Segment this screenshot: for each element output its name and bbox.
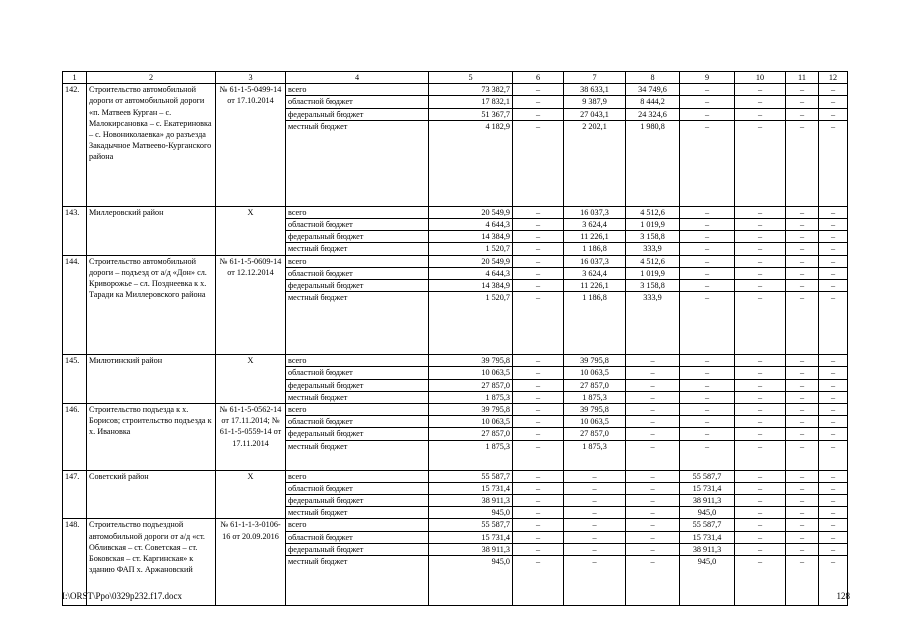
amount-cell: – xyxy=(735,482,786,494)
amount-cell: 1 875,3 xyxy=(429,440,513,470)
amount-cell: 16 037,3 xyxy=(564,255,626,267)
amount-cell: – xyxy=(564,519,626,531)
amount-cell: – xyxy=(680,231,735,243)
table-row xyxy=(63,355,848,367)
amount-cell: 3 158,8 xyxy=(626,231,680,243)
amount-cell: – xyxy=(735,531,786,543)
amount-cell: – xyxy=(513,404,564,416)
page-number: 128 xyxy=(836,591,850,601)
amount-cell: – xyxy=(626,507,680,519)
object-name: Строительство автомобильной дороги от автомобильной дороги «п. Матвеев Курган – с. Малокирсановка – с. Екатериновка – с. Новониколаевка» до разъезда Закадычное Матвеево-Курганского района xyxy=(87,84,216,207)
object-name: Строительство подъездной автомобильной дороги от а/д «ст. Обливская – ст. Советская – ст. Боковская – ст. Каргинская» к зданию ФАП х. Аржановский xyxy=(87,519,216,606)
amount-cell: – xyxy=(626,543,680,555)
amount-cell: 15 731,4 xyxy=(429,531,513,543)
amount-cell: – xyxy=(819,416,848,428)
amount-cell: – xyxy=(680,379,735,391)
funding-source: всего xyxy=(286,84,429,96)
row-number: 146. xyxy=(63,404,87,471)
amount-cell: – xyxy=(735,280,786,292)
amount-cell: – xyxy=(626,470,680,482)
amount-cell: 1 980,8 xyxy=(626,120,680,206)
amount-cell: 333,9 xyxy=(626,292,680,355)
amount-cell: – xyxy=(735,108,786,120)
funding-source: федеральный бюджет xyxy=(286,379,429,391)
decree-reference: Х xyxy=(216,206,286,255)
amount-cell: – xyxy=(680,355,735,367)
amount-cell: – xyxy=(564,507,626,519)
amount-cell: – xyxy=(819,428,848,440)
amount-cell: – xyxy=(564,482,626,494)
amount-cell: 945,0 xyxy=(429,556,513,606)
amount-cell: – xyxy=(786,108,819,120)
amount-cell: 15 731,4 xyxy=(680,482,735,494)
amount-cell: – xyxy=(735,470,786,482)
amount-cell: – xyxy=(680,404,735,416)
amount-cell: – xyxy=(786,470,819,482)
amount-cell: – xyxy=(513,267,564,279)
amount-cell: 55 587,7 xyxy=(680,519,735,531)
amount-cell: – xyxy=(786,255,819,267)
amount-cell: – xyxy=(680,206,735,218)
table-row xyxy=(63,519,848,531)
amount-cell: – xyxy=(735,379,786,391)
file-path: I:\ORST\Ppo\0329p232.f17.docx xyxy=(62,591,183,601)
amount-cell: 10 063,5 xyxy=(564,367,626,379)
col-header: 1 xyxy=(63,72,87,84)
funding-source: всего xyxy=(286,355,429,367)
object-name: Советский район xyxy=(87,470,216,519)
decree-reference: Х xyxy=(216,355,286,404)
col-header: 8 xyxy=(626,72,680,84)
amount-cell: – xyxy=(735,206,786,218)
funding-source: всего xyxy=(286,404,429,416)
amount-cell: – xyxy=(786,280,819,292)
amount-cell: – xyxy=(735,267,786,279)
amount-cell: 4 644,3 xyxy=(429,219,513,231)
amount-cell: 1 875,3 xyxy=(429,391,513,403)
budget-table xyxy=(62,71,848,606)
amount-cell: – xyxy=(819,367,848,379)
amount-cell: – xyxy=(735,519,786,531)
amount-cell: 39 795,8 xyxy=(564,355,626,367)
amount-cell: 9 387,9 xyxy=(564,96,626,108)
amount-cell: – xyxy=(786,543,819,555)
amount-cell: – xyxy=(819,519,848,531)
amount-cell: 39 795,8 xyxy=(429,404,513,416)
amount-cell: 14 384,9 xyxy=(429,280,513,292)
amount-cell: – xyxy=(513,243,564,255)
amount-cell: – xyxy=(786,206,819,218)
amount-cell: 27 857,0 xyxy=(564,379,626,391)
amount-cell: 20 549,9 xyxy=(429,255,513,267)
amount-cell: – xyxy=(626,519,680,531)
amount-cell: – xyxy=(680,96,735,108)
amount-cell: 11 226,1 xyxy=(564,231,626,243)
amount-cell: 333,9 xyxy=(626,243,680,255)
col-header: 2 xyxy=(87,72,216,84)
amount-cell: 14 384,9 xyxy=(429,231,513,243)
amount-cell: – xyxy=(735,428,786,440)
amount-cell: – xyxy=(513,556,564,606)
amount-cell: – xyxy=(626,416,680,428)
amount-cell: 73 382,7 xyxy=(429,84,513,96)
amount-cell: – xyxy=(819,243,848,255)
amount-cell: – xyxy=(626,355,680,367)
amount-cell: 1 186,8 xyxy=(564,292,626,355)
funding-source: федеральный бюджет xyxy=(286,231,429,243)
amount-cell: – xyxy=(564,556,626,606)
amount-cell: 55 587,7 xyxy=(429,519,513,531)
amount-cell: – xyxy=(735,507,786,519)
decree-reference: № 61-1-1-3-0106-16 от 20.09.2016 xyxy=(216,519,286,606)
amount-cell: – xyxy=(819,404,848,416)
funding-source: федеральный бюджет xyxy=(286,428,429,440)
amount-cell: – xyxy=(513,219,564,231)
amount-cell: – xyxy=(819,108,848,120)
amount-cell: – xyxy=(680,292,735,355)
amount-cell: – xyxy=(735,231,786,243)
funding-source: всего xyxy=(286,470,429,482)
amount-cell: – xyxy=(564,470,626,482)
amount-cell: – xyxy=(735,404,786,416)
amount-cell: 27 043,1 xyxy=(564,108,626,120)
amount-cell: 1 875,3 xyxy=(564,440,626,470)
amount-cell: 3 624,4 xyxy=(564,267,626,279)
amount-cell: – xyxy=(513,96,564,108)
amount-cell: 15 731,4 xyxy=(429,482,513,494)
funding-source: федеральный бюджет xyxy=(286,280,429,292)
col-header: 12 xyxy=(819,72,848,84)
amount-cell: 16 037,3 xyxy=(564,206,626,218)
amount-cell: – xyxy=(513,495,564,507)
amount-cell: – xyxy=(626,379,680,391)
amount-cell: 945,0 xyxy=(429,507,513,519)
amount-cell: – xyxy=(786,231,819,243)
amount-cell: – xyxy=(786,428,819,440)
decree-reference: Х xyxy=(216,470,286,519)
amount-cell: – xyxy=(786,84,819,96)
amount-cell: – xyxy=(626,556,680,606)
amount-cell: 11 226,1 xyxy=(564,280,626,292)
amount-cell: 27 857,0 xyxy=(429,428,513,440)
amount-cell: 4 512,6 xyxy=(626,206,680,218)
amount-cell: – xyxy=(819,379,848,391)
amount-cell: – xyxy=(680,219,735,231)
object-name: Миллеровский район xyxy=(87,206,216,255)
amount-cell: – xyxy=(680,416,735,428)
document-page xyxy=(62,71,847,606)
amount-cell: 38 633,1 xyxy=(564,84,626,96)
amount-cell: – xyxy=(819,206,848,218)
amount-cell: – xyxy=(513,379,564,391)
amount-cell: – xyxy=(819,267,848,279)
amount-cell: – xyxy=(513,519,564,531)
amount-cell: – xyxy=(680,267,735,279)
funding-source: областной бюджет xyxy=(286,482,429,494)
amount-cell: – xyxy=(680,243,735,255)
amount-cell: 27 857,0 xyxy=(429,379,513,391)
row-number: 148. xyxy=(63,519,87,606)
amount-cell: – xyxy=(819,482,848,494)
amount-cell: – xyxy=(819,292,848,355)
amount-cell: – xyxy=(786,507,819,519)
amount-cell: 24 324,6 xyxy=(626,108,680,120)
amount-cell: – xyxy=(513,482,564,494)
amount-cell: – xyxy=(786,355,819,367)
amount-cell: – xyxy=(735,355,786,367)
table-row xyxy=(63,84,848,96)
amount-cell: – xyxy=(819,120,848,206)
amount-cell: 3 158,8 xyxy=(626,280,680,292)
amount-cell: – xyxy=(819,556,848,606)
amount-cell: – xyxy=(513,84,564,96)
row-number: 145. xyxy=(63,355,87,404)
amount-cell: – xyxy=(786,243,819,255)
amount-cell: – xyxy=(626,482,680,494)
amount-cell: 55 587,7 xyxy=(429,470,513,482)
amount-cell: – xyxy=(819,531,848,543)
amount-cell: 10 063,5 xyxy=(564,416,626,428)
amount-cell: – xyxy=(735,367,786,379)
amount-cell: – xyxy=(735,440,786,470)
funding-source: областной бюджет xyxy=(286,416,429,428)
amount-cell: 8 444,2 xyxy=(626,96,680,108)
amount-cell: 2 202,1 xyxy=(564,120,626,206)
amount-cell: – xyxy=(786,219,819,231)
amount-cell: – xyxy=(735,120,786,206)
col-header: 11 xyxy=(786,72,819,84)
amount-cell: 51 367,7 xyxy=(429,108,513,120)
amount-cell: – xyxy=(513,120,564,206)
col-header: 3 xyxy=(216,72,286,84)
amount-cell: – xyxy=(680,108,735,120)
funding-source: всего xyxy=(286,519,429,531)
funding-source: местный бюджет xyxy=(286,243,429,255)
funding-source: местный бюджет xyxy=(286,292,429,355)
amount-cell: 1 520,7 xyxy=(429,243,513,255)
table-body xyxy=(63,84,848,606)
amount-cell: – xyxy=(786,416,819,428)
table-row xyxy=(63,470,848,482)
amount-cell: – xyxy=(513,367,564,379)
amount-cell: – xyxy=(735,391,786,403)
amount-cell: 1 186,8 xyxy=(564,243,626,255)
amount-cell: – xyxy=(513,391,564,403)
amount-cell: 1 019,9 xyxy=(626,267,680,279)
amount-cell: – xyxy=(786,267,819,279)
amount-cell: 4 182,9 xyxy=(429,120,513,206)
amount-cell: – xyxy=(786,367,819,379)
row-number: 147. xyxy=(63,470,87,519)
amount-cell: – xyxy=(735,495,786,507)
amount-cell: – xyxy=(735,219,786,231)
row-number: 144. xyxy=(63,255,87,355)
object-name: Строительство автомобильной дороги – подъезд от а/д «Дон» сл. Криворожье – сл. Позднеевка к х. Таради ка Миллеровского района xyxy=(87,255,216,355)
amount-cell: – xyxy=(786,120,819,206)
amount-cell: – xyxy=(680,120,735,206)
funding-source: федеральный бюджет xyxy=(286,495,429,507)
amount-cell: 38 911,3 xyxy=(429,495,513,507)
amount-cell: – xyxy=(513,428,564,440)
amount-cell: – xyxy=(513,440,564,470)
decree-reference: № 61-1-5-0609-14 от 12.12.2014 xyxy=(216,255,286,355)
funding-source: всего xyxy=(286,206,429,218)
amount-cell: 3 624,4 xyxy=(564,219,626,231)
amount-cell: 945,0 xyxy=(680,556,735,606)
object-name: Строительство подъезда к х. Борисов; строительство подъезда к х. Ивановка xyxy=(87,404,216,471)
object-name: Милютинский район xyxy=(87,355,216,404)
amount-cell: – xyxy=(735,556,786,606)
amount-cell: – xyxy=(513,206,564,218)
amount-cell: – xyxy=(513,355,564,367)
table-row xyxy=(63,255,848,267)
amount-cell: – xyxy=(819,355,848,367)
col-header: 9 xyxy=(680,72,735,84)
funding-source: областной бюджет xyxy=(286,367,429,379)
amount-cell: – xyxy=(786,495,819,507)
decree-reference: № 61-1-5-0499-14 от 17.10.2014 xyxy=(216,84,286,207)
row-number: 142. xyxy=(63,84,87,207)
funding-source: областной бюджет xyxy=(286,267,429,279)
amount-cell: 4 644,3 xyxy=(429,267,513,279)
amount-cell: 1 019,9 xyxy=(626,219,680,231)
amount-cell: – xyxy=(786,379,819,391)
amount-cell: – xyxy=(564,531,626,543)
amount-cell: 1 520,7 xyxy=(429,292,513,355)
amount-cell: – xyxy=(564,543,626,555)
amount-cell: – xyxy=(786,531,819,543)
amount-cell: – xyxy=(680,367,735,379)
col-header: 10 xyxy=(735,72,786,84)
amount-cell: – xyxy=(626,428,680,440)
amount-cell: – xyxy=(819,495,848,507)
amount-cell: – xyxy=(626,440,680,470)
funding-source: областной бюджет xyxy=(286,531,429,543)
amount-cell: 38 911,3 xyxy=(429,543,513,555)
amount-cell: – xyxy=(735,292,786,355)
amount-cell: 10 063,5 xyxy=(429,367,513,379)
amount-cell: – xyxy=(626,531,680,543)
amount-cell: – xyxy=(819,255,848,267)
amount-cell: – xyxy=(819,84,848,96)
amount-cell: 38 911,3 xyxy=(680,495,735,507)
amount-cell: – xyxy=(786,556,819,606)
table-row xyxy=(63,206,848,218)
amount-cell: – xyxy=(513,292,564,355)
col-header: 4 xyxy=(286,72,429,84)
amount-cell: – xyxy=(626,391,680,403)
amount-cell: 38 911,3 xyxy=(680,543,735,555)
decree-reference: № 61-1-5-0562-14 от 17.11.2014; № 61-1-5-0559-14 от 17.11.2014 xyxy=(216,404,286,471)
amount-cell: – xyxy=(786,482,819,494)
amount-cell: – xyxy=(680,428,735,440)
amount-cell: – xyxy=(513,108,564,120)
amount-cell: – xyxy=(626,404,680,416)
amount-cell: – xyxy=(819,470,848,482)
amount-cell: – xyxy=(680,280,735,292)
amount-cell: 27 857,0 xyxy=(564,428,626,440)
funding-source: федеральный бюджет xyxy=(286,108,429,120)
amount-cell: – xyxy=(786,292,819,355)
funding-source: местный бюджет xyxy=(286,440,429,470)
amount-cell: – xyxy=(819,507,848,519)
amount-cell: 39 795,8 xyxy=(564,404,626,416)
amount-cell: – xyxy=(513,543,564,555)
amount-cell: – xyxy=(819,231,848,243)
column-number-row xyxy=(63,72,848,84)
amount-cell: – xyxy=(513,231,564,243)
amount-cell: – xyxy=(735,243,786,255)
amount-cell: – xyxy=(513,507,564,519)
amount-cell: 4 512,6 xyxy=(626,255,680,267)
amount-cell: 34 749,6 xyxy=(626,84,680,96)
row-number: 143. xyxy=(63,206,87,255)
funding-source: всего xyxy=(286,255,429,267)
amount-cell: – xyxy=(513,416,564,428)
amount-cell: – xyxy=(819,391,848,403)
amount-cell: – xyxy=(819,96,848,108)
amount-cell: – xyxy=(735,543,786,555)
amount-cell: – xyxy=(513,531,564,543)
amount-cell: – xyxy=(786,519,819,531)
amount-cell: – xyxy=(786,440,819,470)
funding-source: местный бюджет xyxy=(286,120,429,206)
funding-source: федеральный бюджет xyxy=(286,543,429,555)
amount-cell: 55 587,7 xyxy=(680,470,735,482)
amount-cell: – xyxy=(786,404,819,416)
amount-cell: – xyxy=(735,96,786,108)
funding-source: местный бюджет xyxy=(286,556,429,606)
amount-cell: – xyxy=(786,391,819,403)
amount-cell: – xyxy=(735,416,786,428)
amount-cell: – xyxy=(819,440,848,470)
table-row xyxy=(63,404,848,416)
amount-cell: 20 549,9 xyxy=(429,206,513,218)
amount-cell: 39 795,8 xyxy=(429,355,513,367)
amount-cell: – xyxy=(513,470,564,482)
amount-cell: – xyxy=(735,255,786,267)
col-header: 7 xyxy=(564,72,626,84)
amount-cell: – xyxy=(564,495,626,507)
amount-cell: 15 731,4 xyxy=(680,531,735,543)
amount-cell: – xyxy=(819,543,848,555)
funding-source: местный бюджет xyxy=(286,507,429,519)
amount-cell: – xyxy=(680,391,735,403)
amount-cell: – xyxy=(680,440,735,470)
amount-cell: – xyxy=(626,495,680,507)
amount-cell: 10 063,5 xyxy=(429,416,513,428)
col-header: 5 xyxy=(429,72,513,84)
amount-cell: – xyxy=(786,96,819,108)
amount-cell: – xyxy=(819,280,848,292)
amount-cell: 945,0 xyxy=(680,507,735,519)
amount-cell: – xyxy=(735,84,786,96)
amount-cell: 1 875,3 xyxy=(564,391,626,403)
amount-cell: – xyxy=(680,84,735,96)
funding-source: областной бюджет xyxy=(286,219,429,231)
amount-cell: – xyxy=(680,255,735,267)
amount-cell: – xyxy=(819,219,848,231)
col-header: 6 xyxy=(513,72,564,84)
funding-source: областной бюджет xyxy=(286,96,429,108)
amount-cell: – xyxy=(626,367,680,379)
amount-cell: – xyxy=(513,280,564,292)
funding-source: местный бюджет xyxy=(286,391,429,403)
amount-cell: – xyxy=(513,255,564,267)
amount-cell: 17 832,1 xyxy=(429,96,513,108)
